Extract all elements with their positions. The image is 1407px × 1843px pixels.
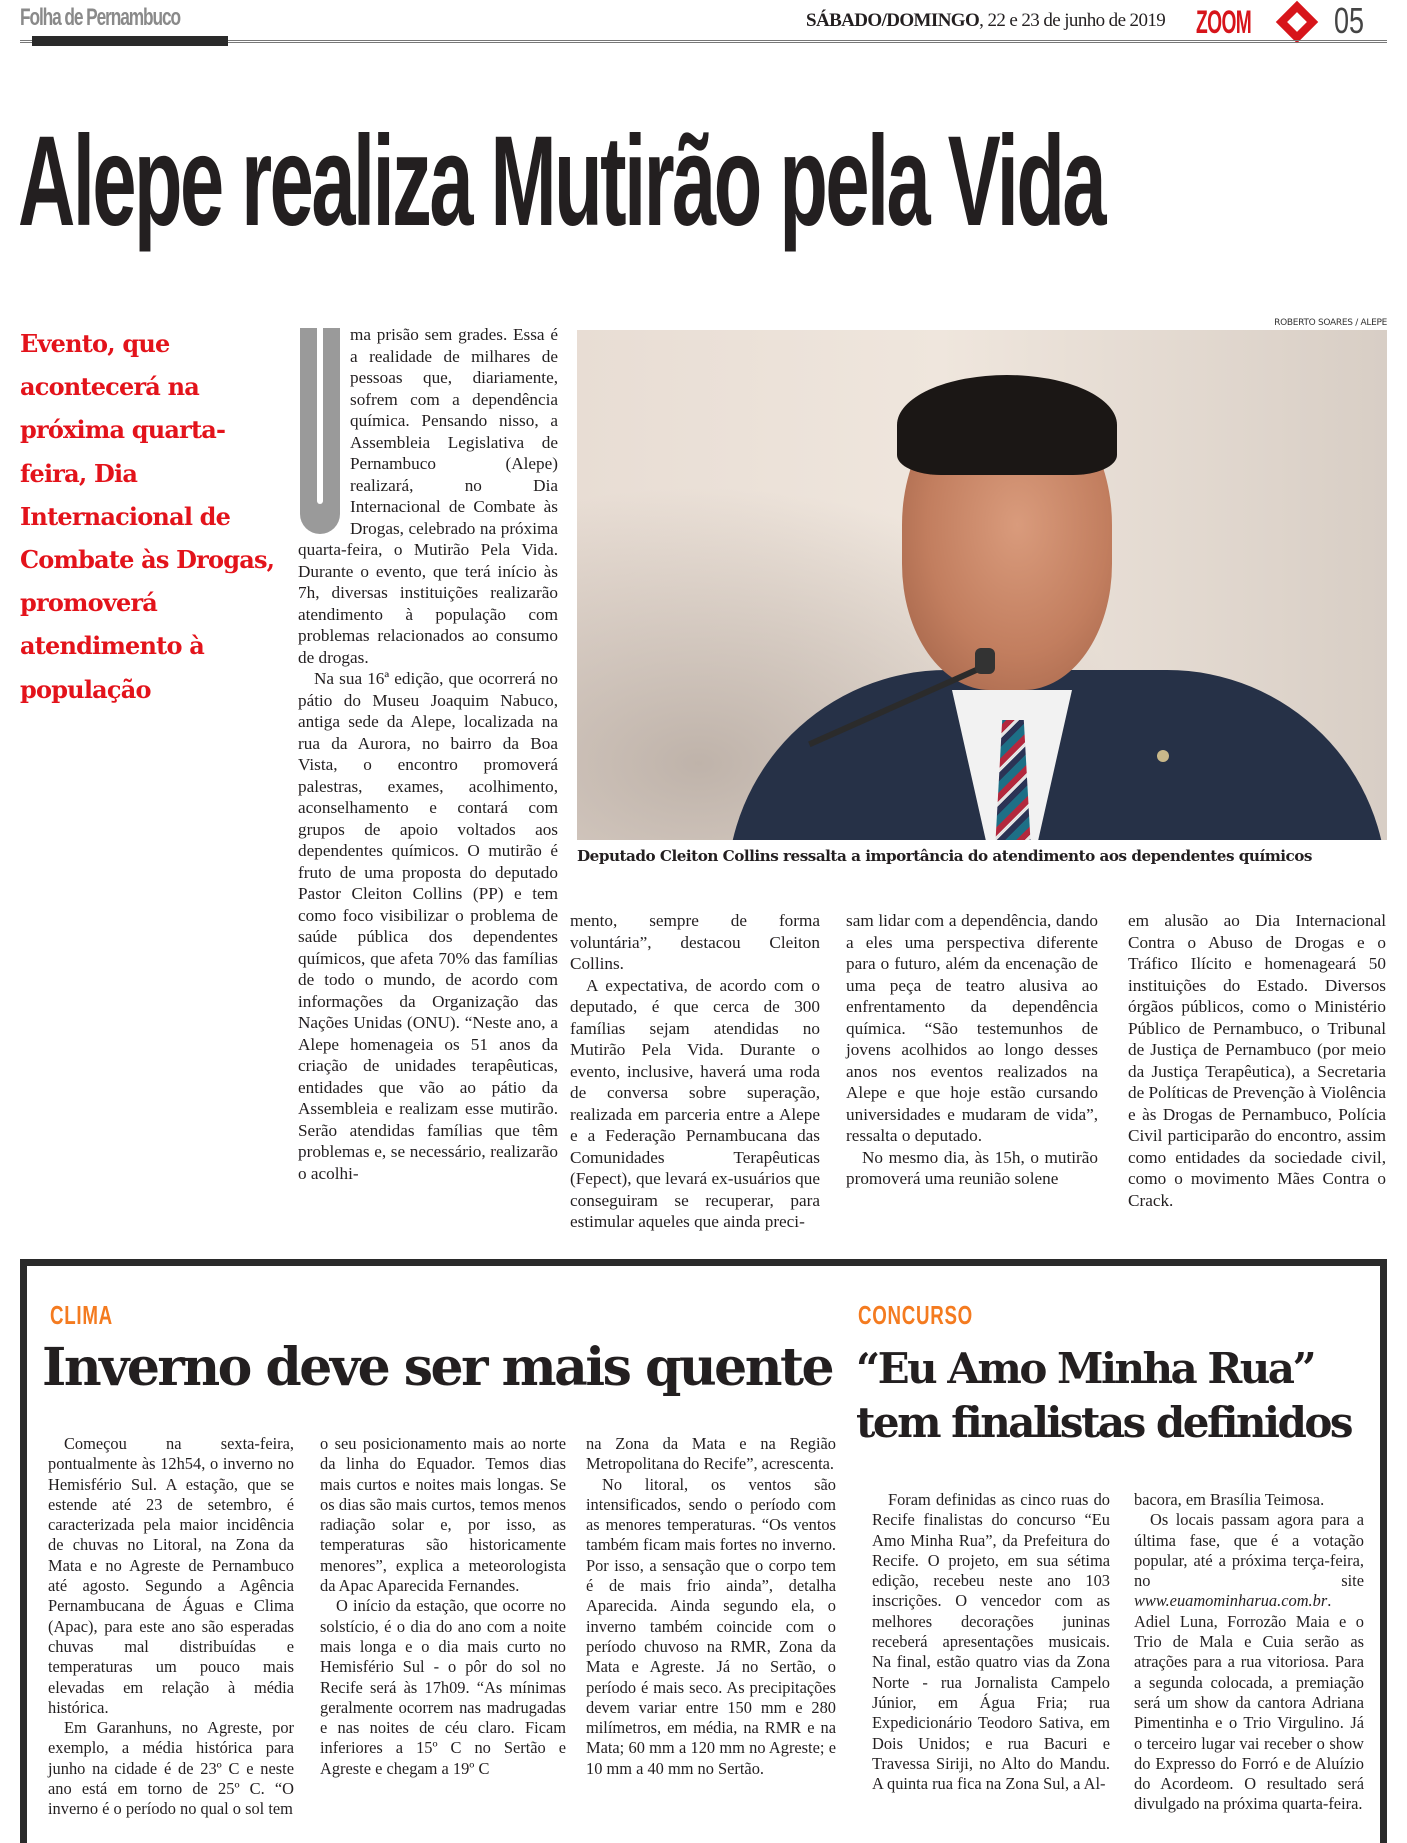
article-column-1 xyxy=(298,324,558,1184)
concurso-paragraph: bacora, em Brasília Teimosa. xyxy=(1134,1490,1325,1509)
clima-column-3 xyxy=(586,1434,836,1779)
website-link[interactable]: www.euamominharua.com.br xyxy=(1134,1591,1328,1611)
clima-headline: Inverno deve ser mais quente xyxy=(42,1337,833,1398)
photo-hair xyxy=(897,375,1117,475)
article-paragraph: A expectativa, de acordo com o deputado, é que cerca de 300 famílias sejam atendidas no Mutirão Pela Vida. Durante o evento, inclusive, haverá uma roda de conversa sobre superação, realizada em parceria entre a Alepe e a Federação Pernambucana das Comunidades Terapêuticas (Fepect), que levará ex-usuários que conseguiram se recuperar, para estimular aqueles que ainda preci- xyxy=(570,975,820,1231)
concurso-paragraph xyxy=(1134,1510,1364,1814)
clima-paragraph: No litoral, os ventos são intensificados, sendo o período com as menores temperaturas. “Os ventos também ficam mais fortes no inverno. Por isso, a sensação que o corpo tem é de mais frio ainda”, detalha Aparecida. Ainda segundo ela, o inverno também coincide com o período chuvoso na RMR, Zona da Mata e Agreste. Já no Sertão, o período é mais seco. As precipitações devem variar entre 150 mm e 280 milímetros, em média, na RMR e na Mata; 60 mm a 120 mm no Agreste; e 10 mm a 40 mm no Sertão. xyxy=(586,1474,836,1778)
clima-paragraph: Começou na sexta-feira, pontualmente às 12h54, o inverno no Hemisfério Sul. A estação, que se estende até 23 de setembro, é caracterizada pela maior incidência de chuvas no Litoral, na Zona da Mata e no Agreste de Pernambuco até agosto. Segundo a Agência Pernambucana de Águas e Clima (Apac), para este ano são esperadas chuvas mal distribuídas e temperaturas um pouco mais elevadas em relação à média histórica. xyxy=(48,1434,294,1717)
masthead-rule-block xyxy=(32,36,228,46)
article-paragraph: No mesmo dia, às 15h, o mutirão promoverá uma reunião solene xyxy=(846,1147,1098,1188)
photo-credit: ROBERTO SOARES / ALEPE xyxy=(1274,318,1387,328)
microphone-head-icon xyxy=(975,648,995,674)
article-column-2 xyxy=(570,910,820,1233)
concurso-text: . Adiel Luna, Forrozão Maia e o Trio de Mala e Cuia serão as atrações para a rua vitoriosa. Para a segunda colocada, a premiação será um show da cantora Adriana Pimentinha e o Trio Virgulino. Já o terceiro lugar vai receber o show do Expresso do Forró e de Aluízio do Acordeom. O resultado será divulgado na próxima quarta-feira. xyxy=(1134,1591,1364,1814)
diamond-logo-icon xyxy=(1276,1,1318,43)
clima-paragraph: o seu posicionamento mais ao norte da linha do Equador. Temos dias mais curtos e noites mais longas. Se os dias são mais curtos, temos menos radiação solar e, por isso, as temperaturas são historicamente menores”, explica a meteorologista da Apac Aparecida Fernandes. xyxy=(320,1434,566,1596)
clima-column-2 xyxy=(320,1434,566,1779)
concurso-paragraph: Foram definidas as cinco ruas do Recife finalistas do concurso “Eu Amo Minha Rua”, da Prefeitura do Recife. O projeto, em sua sétima edição, recebeu neste ano 103 inscrições. O vencedor com as melhores decorações juninas receberá apresentações musicais. Na final, estão quatro vias da Zona Norte - rua Jornalista Campelo Júnior, em Água Fria; rua Expedicionário Teodoro Sativa, em Dois Unidos; e rua Bacuri e Travessa Siriji, no Alto do Mandu. A quinta rua fica na Zona Sul, a Al- xyxy=(872,1490,1110,1794)
clima-paragraph: Em Garanhuns, no Agreste, por exemplo, a média histórica para junho na cidade é de 23º C e neste ano está em torno de 25º C. “O inverno é o período no qual o sol tem xyxy=(48,1718,294,1819)
dropcap-letter-shape xyxy=(300,328,340,534)
article-paragraph: em alusão ao Dia Internacional Contra o Abuso de Drogas e o Tráfico Ilícito e homenageará 50 instituições do Estado. Diversos órgãos públicos, como o Ministério Público de Pernambuco, o Tribunal de Justiça de Pernambuco (por meio da Justiça Terapêutica), a Secretaria de Políticas de Prevenção à Violência e às Drogas de Pernambuco, Polícia Civil participarão do encontro, assim como entidades da sociedade civil, como o movimento Mães Contra o Crack. xyxy=(1128,911,1386,1210)
lapel-pin xyxy=(1157,750,1169,762)
article-column-3 xyxy=(846,910,1098,1190)
dateline-date: , 22 e 23 de junho de 2019 xyxy=(979,10,1166,31)
kicker-clima: CLIMA xyxy=(50,1300,113,1330)
newspaper-logo: Folha de Pernambuco xyxy=(20,4,180,31)
article-headline: Alepe realiza Mutirão pela Vida xyxy=(18,110,1105,253)
article-paragraph: Na sua 16ª edição, que ocorrerá no pátio do Museu Joaquim Nabuco, antiga sede da Alepe, localizada na rua da Aurora, no bairro da Boa Vista, o encontro promoverá palestras, exames, acolhimento, aconselhamento e contará com grupos de apoio voltados aos dependentes químicos. O mutirão é fruto de uma proposta do deputado Pastor Cleiton Collins (PP) e tem como foco visibilizar o problema de saúde pública dos dependentes químicos, que afeta 70% das famílias de todo o mundo, de acordo com informações da Organização das Nações Unidas (ONU). “Neste ano, a Alepe homenageia os 51 anos da criação de unidades terapêuticas, entidades que vão ao pátio da Assembleia e realizam esse mutirão. Serão atendidas famílias que têm problemas e, se necessário, realizarão o acolhi- xyxy=(298,669,558,1183)
concurso-column-2 xyxy=(1134,1490,1364,1815)
article-paragraph: sam lidar com a dependência, dando a eles uma perspectiva diferente para o futuro, além da encenação de uma peça de teatro alusiva ao enfrentamento da dependência química. “São testemunhos de jovens acolhidos ao longo desses anos nos eventos realizados na Alepe e que hoje estão cursando universidades e mudaram de vida”, ressalta o deputado. xyxy=(846,911,1098,1145)
kicker-concurso: CONCURSO xyxy=(858,1300,973,1330)
concurso-column-1 xyxy=(872,1490,1110,1794)
article-paragraph: ma prisão sem grades. Essa é a realidade de milhares de pessoas que, diariamente, sofrem com a dependência química. Pensando nisso, a Assembleia Legislativa de Pernambuco (Alepe) realizará, no Dia Internacional de Combate às Drogas, celebrado na próxima quarta-feira, o Mutirão Pela Vida. Durante o evento, que terá início às 7h, diversas instituições realizarão atendimento à população com problemas relacionados ao consumo de drogas. xyxy=(298,325,558,667)
section-name: ZOOM xyxy=(1196,4,1252,40)
page-number: 05 xyxy=(1334,0,1365,41)
concurso-text: Os locais passam agora para a última fase, que é a votação popular, até a próxima terça-feira, no site xyxy=(1134,1510,1364,1591)
clima-paragraph: O início da estação, que ocorre no solstício, é o dia do ano com a noite mais longa e o dia mais curto no Hemisfério Sul - o pôr do sol no Recife será às 17h09. “As mínimas geralmente ocorrem nas madrugadas e nas noites de céu claro. Ficam inferiores a 15º C no Sertão e Agreste e chegam a 19º C xyxy=(320,1596,566,1778)
article-column-4 xyxy=(1128,910,1386,1211)
dropcap-u xyxy=(298,328,340,538)
clima-paragraph: na Zona da Mata e na Região Metropolitana do Recife”, acrescenta. xyxy=(586,1434,836,1474)
dateline xyxy=(806,10,1165,32)
masthead xyxy=(0,0,1407,46)
article-deck: Evento, que acontecerá na próxima quarta-feira, Dia Internacional de Combate às Drogas, promoverá atendimento à população xyxy=(20,329,275,704)
clima-column-1 xyxy=(48,1434,294,1820)
photo-caption: Deputado Cleiton Collins ressalta a importância do atendimento aos dependentes químicos xyxy=(577,847,1312,865)
dateline-weekday: SÁBADO/DOMINGO xyxy=(806,10,980,31)
article-photo xyxy=(577,330,1387,840)
article-paragraph: mento, sempre de forma voluntária”, destacou Cleiton Collins. xyxy=(570,911,820,973)
concurso-headline: “Eu Amo Minha Rua” tem finalistas definidos xyxy=(856,1344,1352,1447)
